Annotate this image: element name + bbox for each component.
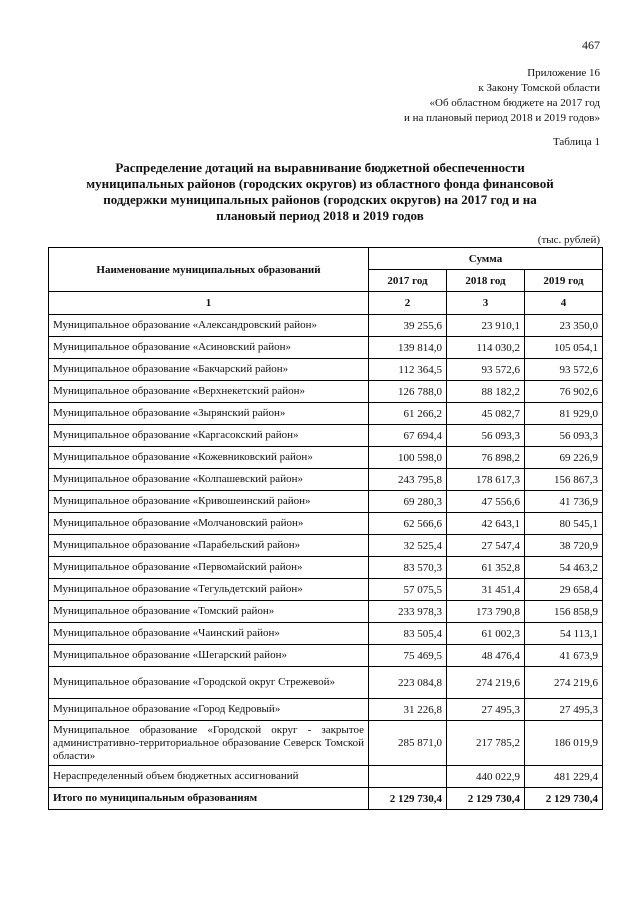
appendix-line: Приложение 16 xyxy=(527,67,600,79)
table-row xyxy=(49,315,603,337)
table-row xyxy=(49,667,603,699)
row-name: Муниципальное образование «Город Кедровый» xyxy=(49,699,369,721)
value-2019: 54 113,1 xyxy=(525,623,603,645)
table-row xyxy=(49,513,603,535)
page-number: 467 xyxy=(582,38,600,52)
value-2018: 76 898,2 xyxy=(447,447,525,469)
row-name: Муниципальное образование «Городской округ - закрытое административно-территориальное образование Северск Томской области» xyxy=(49,721,369,766)
table-row xyxy=(49,601,603,623)
document-title xyxy=(60,160,580,224)
value-2018: 173 790,8 xyxy=(447,601,525,623)
row-name: Муниципальное образование «Кривошеинский район» xyxy=(49,491,369,513)
value-2018: 27 547,4 xyxy=(447,535,525,557)
value-2018: 48 476,4 xyxy=(447,645,525,667)
value-2017: 83 570,3 xyxy=(369,557,447,579)
value-2017: 75 469,5 xyxy=(369,645,447,667)
title-line: поддержки муниципальных районов (городских округов) на 2017 год и на xyxy=(103,192,537,207)
table-row xyxy=(49,337,603,359)
value-2018: 31 451,4 xyxy=(447,579,525,601)
value-2019: 38 720,9 xyxy=(525,535,603,557)
value-2018: 93 572,6 xyxy=(447,359,525,381)
header-sum: Сумма xyxy=(369,248,603,270)
row-name: Муниципальное образование «Верхнекетский район» xyxy=(49,381,369,403)
column-number: 1 xyxy=(49,292,369,315)
header-year: 2019 год xyxy=(525,270,603,292)
appendix-line: «Об областном бюджете на 2017 год xyxy=(429,97,600,109)
table-row xyxy=(49,535,603,557)
row-name: Муниципальное образование «Парабельский район» xyxy=(49,535,369,557)
value-2019: 23 350,0 xyxy=(525,315,603,337)
row-name: Муниципальное образование «Асиновский район» xyxy=(49,337,369,359)
header-year: 2018 год xyxy=(447,270,525,292)
value-2019: 105 054,1 xyxy=(525,337,603,359)
title-line: Распределение дотаций на выравнивание бюджетной обеспеченности xyxy=(115,160,525,175)
value-2017: 83 505,4 xyxy=(369,623,447,645)
value-2019: 156 867,3 xyxy=(525,469,603,491)
column-number: 4 xyxy=(525,292,603,315)
row-name: Муниципальное образование «Зырянский район» xyxy=(49,403,369,425)
appendix-line: к Закону Томской области xyxy=(478,82,600,94)
header-year: 2017 год xyxy=(369,270,447,292)
value-2017: 139 814,0 xyxy=(369,337,447,359)
value-2017: 32 525,4 xyxy=(369,535,447,557)
appendix-line: и на плановый период 2018 и 2019 годов» xyxy=(403,112,600,124)
value-2017: 57 075,5 xyxy=(369,579,447,601)
value-2019: 76 902,6 xyxy=(525,381,603,403)
subsidy-table xyxy=(48,247,603,810)
table-row xyxy=(49,381,603,403)
row-name: Муниципальное образование «Кожевниковский район» xyxy=(49,447,369,469)
units-label: (тыс. рублей) xyxy=(537,234,600,246)
table-row xyxy=(49,359,603,381)
value-2019: 481 229,4 xyxy=(525,766,603,788)
value-2017: 233 978,3 xyxy=(369,601,447,623)
value-2017: 69 280,3 xyxy=(369,491,447,513)
row-name: Муниципальное образование «Каргасокский район» xyxy=(49,425,369,447)
value-2017: 126 788,0 xyxy=(369,381,447,403)
value-2018: 274 219,6 xyxy=(447,667,525,699)
table-row xyxy=(49,645,603,667)
table-label: Таблица 1 xyxy=(552,136,600,148)
table-row xyxy=(49,721,603,766)
title-line: плановый период 2018 и 2019 годов xyxy=(216,208,424,223)
row-name: Муниципальное образование «Колпашевский район» xyxy=(49,469,369,491)
value-2018: 23 910,1 xyxy=(447,315,525,337)
row-name: Муниципальное образование «Чаинский район» xyxy=(49,623,369,645)
value-2018: 27 495,3 xyxy=(447,699,525,721)
title-line: муниципальных районов (городских округов) из областного фонда финансовой xyxy=(86,176,554,191)
value-2017: 61 266,2 xyxy=(369,403,447,425)
total-row xyxy=(49,788,603,810)
value-2017: 243 795,8 xyxy=(369,469,447,491)
value-2019: 156 858,9 xyxy=(525,601,603,623)
row-name: Муниципальное образование «Первомайский район» xyxy=(49,557,369,579)
table-row xyxy=(49,425,603,447)
value-2017: 62 566,6 xyxy=(369,513,447,535)
column-number: 3 xyxy=(447,292,525,315)
total-2017: 2 129 730,4 xyxy=(369,788,447,810)
table-row xyxy=(49,403,603,425)
value-2018: 114 030,2 xyxy=(447,337,525,359)
value-2018: 61 002,3 xyxy=(447,623,525,645)
table-row xyxy=(49,699,603,721)
row-name: Муниципальное образование «Шегарский район» xyxy=(49,645,369,667)
column-number: 2 xyxy=(369,292,447,315)
total-2018: 2 129 730,4 xyxy=(447,788,525,810)
table-row xyxy=(49,469,603,491)
header-name: Наименование муниципальных образований xyxy=(49,248,369,292)
value-2017: 112 364,5 xyxy=(369,359,447,381)
value-2017: 100 598,0 xyxy=(369,447,447,469)
value-2017: 285 871,0 xyxy=(369,721,447,766)
value-2018: 56 093,3 xyxy=(447,425,525,447)
appendix-block xyxy=(404,66,600,126)
row-name: Нераспределенный объем бюджетных ассигнований xyxy=(49,766,369,788)
table-row xyxy=(49,557,603,579)
value-2018: 47 556,6 xyxy=(447,491,525,513)
table-row xyxy=(49,491,603,513)
value-2018: 440 022,9 xyxy=(447,766,525,788)
value-2019: 41 673,9 xyxy=(525,645,603,667)
row-name: Муниципальное образование «Томский район» xyxy=(49,601,369,623)
row-name: Муниципальное образование «Городской округ Стрежевой» xyxy=(49,667,369,699)
value-2019: 186 019,9 xyxy=(525,721,603,766)
value-2019: 54 463,2 xyxy=(525,557,603,579)
value-2018: 178 617,3 xyxy=(447,469,525,491)
value-2017: 31 226,8 xyxy=(369,699,447,721)
value-2019: 80 545,1 xyxy=(525,513,603,535)
value-2017: 67 694,4 xyxy=(369,425,447,447)
row-name: Муниципальное образование «Александровский район» xyxy=(49,315,369,337)
value-2019: 69 226,9 xyxy=(525,447,603,469)
total-label: Итого по муниципальным образованиям xyxy=(49,788,369,810)
value-2019: 81 929,0 xyxy=(525,403,603,425)
table-row xyxy=(49,579,603,601)
value-2019: 56 093,3 xyxy=(525,425,603,447)
value-2017: 39 255,6 xyxy=(369,315,447,337)
value-2017 xyxy=(369,766,447,788)
row-name: Муниципальное образование «Бакчарский район» xyxy=(49,359,369,381)
value-2019: 41 736,9 xyxy=(525,491,603,513)
total-2019: 2 129 730,4 xyxy=(525,788,603,810)
row-name: Муниципальное образование «Тегульдетский район» xyxy=(49,579,369,601)
value-2018: 88 182,2 xyxy=(447,381,525,403)
value-2017: 223 084,8 xyxy=(369,667,447,699)
row-name: Муниципальное образование «Молчановский район» xyxy=(49,513,369,535)
value-2019: 29 658,4 xyxy=(525,579,603,601)
value-2018: 217 785,2 xyxy=(447,721,525,766)
value-2019: 274 219,6 xyxy=(525,667,603,699)
table-row xyxy=(49,766,603,788)
value-2018: 45 082,7 xyxy=(447,403,525,425)
value-2018: 42 643,1 xyxy=(447,513,525,535)
value-2018: 61 352,8 xyxy=(447,557,525,579)
table-row xyxy=(49,623,603,645)
value-2019: 27 495,3 xyxy=(525,699,603,721)
table-row xyxy=(49,447,603,469)
value-2019: 93 572,6 xyxy=(525,359,603,381)
